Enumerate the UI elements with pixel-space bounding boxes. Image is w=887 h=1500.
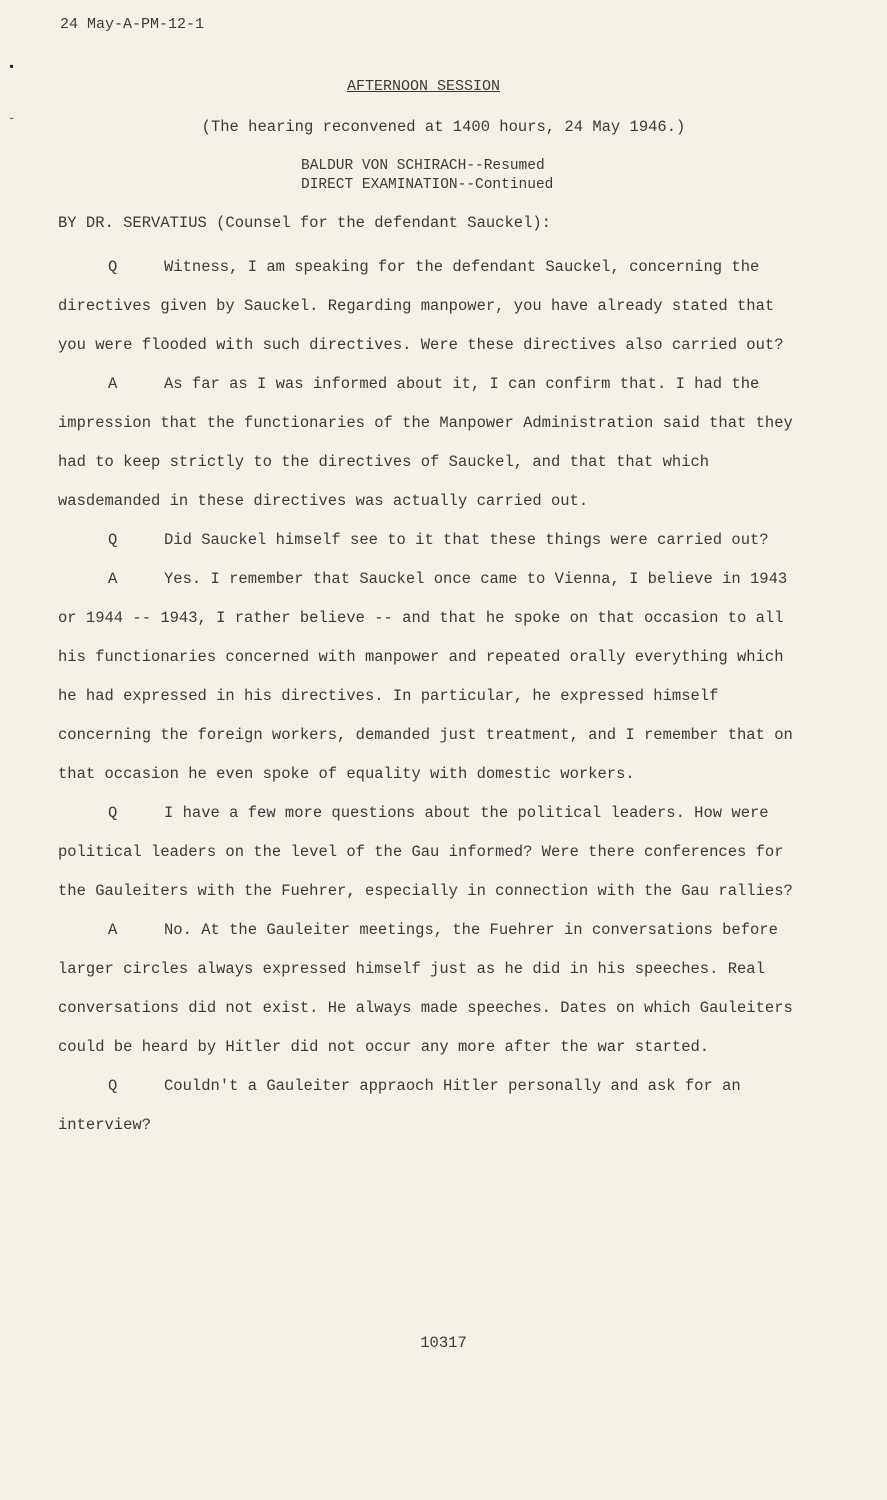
qa-exchange [58,1067,798,1145]
session-title-text: AFTERNOON SESSION [346,78,501,95]
qa-exchange [58,365,798,521]
qa-text: I have a few more questions about the political leaders. How were political leaders on the level of the Gau informed? Were there conferences for the Gauleiters with the Fuehrer, especially in connection with the Gau rallies? [58,804,793,900]
session-title [0,78,887,95]
witness-line-2: DIRECT EXAMINATION--Continued [301,177,554,193]
qa-text: Yes. I remember that Sauckel once came to Vienna, I believe in 1943 or 1944 -- 1943, I rather believe -- and that he spoke on that occasion to all his functionaries concerned with manpower and repeated orally everything which he had expressed in his directives. In particular, he expressed himself concerning the foreign workers, demanded just treatment, and I remember that on that occasion he even spoke of equality with domestic workers. [58,570,793,783]
qa-text: No. At the Gauleiter meetings, the Fuehrer in conversations before larger circles always expressed himself just as he did in his speeches. Real conversations did not exist. He always made speeches. Dates on which Gauleiters could be heard by Hitler did not occur any more after the war started. [58,921,793,1056]
margin-mark: ▪ [8,60,16,74]
qa-label: A [108,570,118,588]
qa-label: Q [108,531,118,549]
qa-label: Q [108,804,118,822]
qa-text: Couldn't a Gauleiter appraoch Hitler personally and ask for an interview? [58,1077,741,1134]
qa-exchange [58,794,798,911]
qa-label: A [108,375,118,393]
qa-text: As far as I was informed about it, I can confirm that. I had the impression that the functionaries of the Manpower Administration said that they had to keep strictly to the directives of Sauckel, and that that which wasdemanded in these directives was actually carried out. [58,375,793,510]
qa-label: Q [108,1077,118,1095]
witness-heading [301,157,553,195]
margin-mark: ˘ [8,116,16,130]
qa-label: A [108,921,118,939]
witness-line-1: BALDUR VON SCHIRACH--Resumed [301,158,545,174]
qa-exchange [58,560,798,794]
page-number: 10317 [420,1334,467,1352]
qa-label: Q [108,258,118,276]
qa-exchange [58,521,798,560]
reconvene-note: (The hearing reconvened at 1400 hours, 24 May 1946.) [201,118,686,136]
document-id: 24 May-A-PM-12-1 [60,16,205,33]
qa-text: Did Sauckel himself see to it that these things were carried out? [164,531,769,549]
qa-exchange [58,911,798,1067]
transcript-body [58,248,798,1145]
qa-exchange [58,248,798,365]
examiner-byline: BY DR. SERVATIUS (Counsel for the defendant Sauckel): [58,214,551,232]
qa-text: Witness, I am speaking for the defendant Sauckel, concerning the directives given by Sauckel. Regarding manpower, you have already stated that you were flooded with such directives. Were these directives also carried out? [58,258,784,354]
